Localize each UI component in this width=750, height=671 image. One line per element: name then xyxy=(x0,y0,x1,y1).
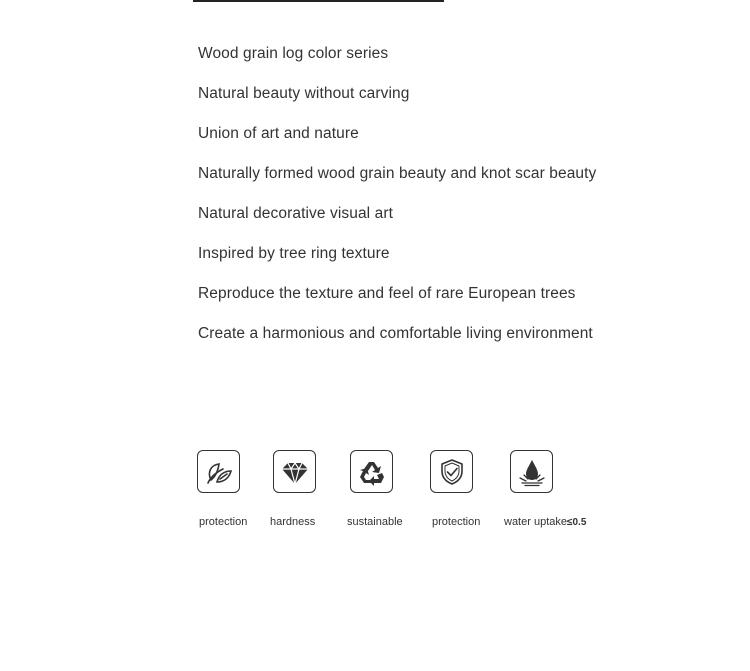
feature-line: Inspired by tree ring texture xyxy=(198,245,390,262)
water-uptake-value: ≤0.5 xyxy=(566,517,587,528)
feature-line: Reproduce the texture and feel of rare European trees xyxy=(198,285,576,302)
water-drop-icon xyxy=(510,450,553,493)
top-divider xyxy=(193,0,444,2)
badge-label-text: water uptake xyxy=(504,516,567,528)
badge-label xyxy=(504,515,586,530)
feature-line: Union of art and nature xyxy=(198,125,359,142)
leaf-icon xyxy=(197,450,240,493)
feature-line: Wood grain log color series xyxy=(198,45,389,62)
feature-list xyxy=(198,44,596,364)
badge-label: protection xyxy=(432,516,481,528)
recycle-icon xyxy=(350,450,393,493)
diamond-icon xyxy=(273,450,316,493)
feature-line: Natural decorative visual art xyxy=(198,205,394,222)
badge-label: hardness xyxy=(270,516,316,528)
badge-label: sustainable xyxy=(347,516,403,528)
feature-line: Naturally formed wood grain beauty and knot scar beauty xyxy=(198,165,597,182)
shield-check-icon xyxy=(430,450,473,493)
feature-line: Natural beauty without carving xyxy=(198,85,410,102)
feature-line: Create a harmonious and comfortable living environment xyxy=(198,325,593,342)
badge-label: protection xyxy=(199,516,248,528)
